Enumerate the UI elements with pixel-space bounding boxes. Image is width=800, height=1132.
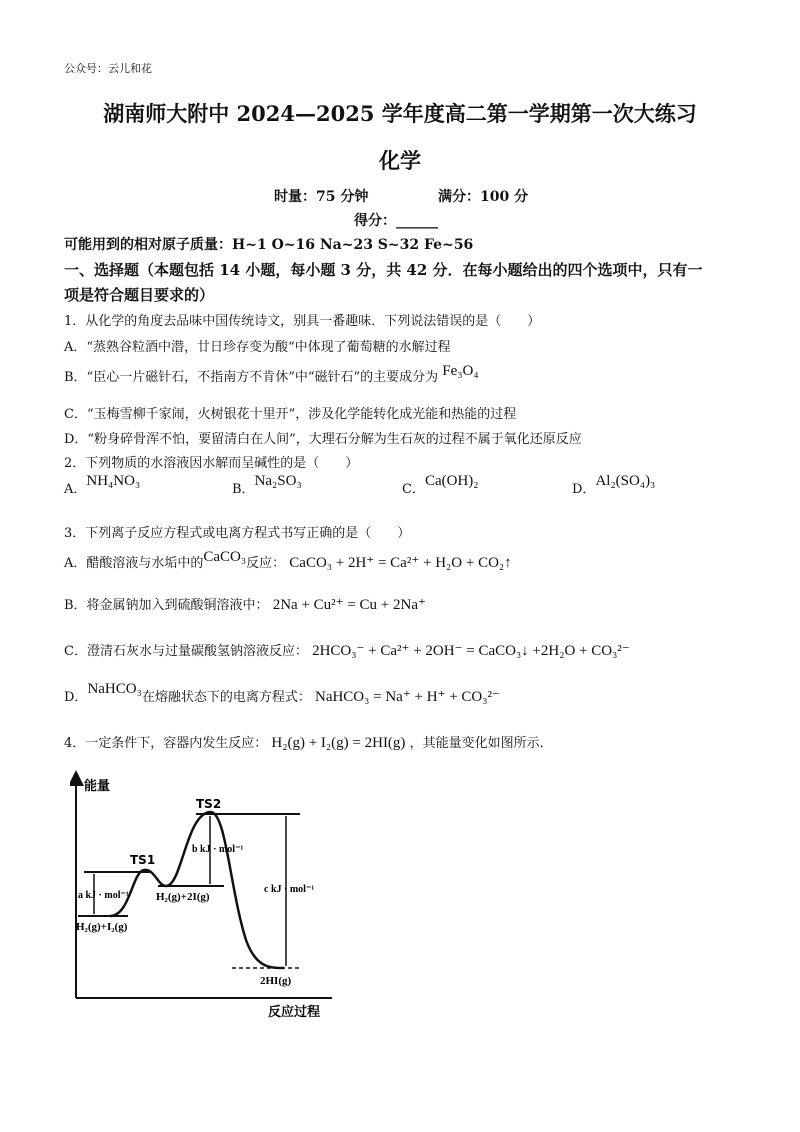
q3-option-d-formula: NaHCO₃ (87, 681, 142, 697)
q2-option-a-formula: NH₄NO₃ (86, 473, 141, 489)
reactant-label: H₂(g)+I₂(g) (76, 921, 128, 933)
watermark: 公众号：云儿和花 (64, 62, 152, 75)
q1-option-b-formula: Fe₃O₄ (442, 363, 479, 379)
exam-title: 湖南师大附中 2024—2025 学年度高二第一学期第一次大练习 (103, 101, 697, 126)
section-heading-line1: 一、选择题（本题包括 14 小题，每小题 3 分，共 42 分．在每小题给出的四个选项中，只有一 (64, 261, 703, 279)
energy-diagram-svg (70, 770, 340, 1020)
q3-option-a (64, 549, 512, 572)
ts1-label: TS1 (130, 853, 156, 867)
q2-option-a (64, 473, 141, 498)
section-heading-line2: 项是符合题目要求的） (64, 286, 215, 304)
q3-option-c-text: C．澄清石灰水与过量碳酸氢钠溶液反应： (64, 644, 308, 659)
q3-option-a-text2: 反应： (246, 556, 286, 571)
ts2-label: TS2 (196, 797, 222, 811)
q1-option-b (64, 363, 479, 386)
energy-diagram (70, 770, 340, 1024)
q3-option-b (64, 594, 426, 614)
q2-option-d-label: D． (572, 482, 596, 497)
q3-option-a-formula: CaCO₃ (203, 549, 247, 565)
x-axis-label: 反应过程 (268, 1005, 321, 1020)
q3-option-d (64, 681, 500, 706)
a-energy-label: a kJ · mol⁻¹ (78, 890, 129, 901)
b-energy-label: b kJ · mol⁻¹ (192, 844, 244, 855)
c-energy-label: c kJ · mol⁻¹ (264, 884, 315, 895)
q3-option-d-label: D． (64, 690, 88, 705)
q3-option-d-equation: NaHCO₃ = Na⁺ + H⁺ + CO₃²⁻ (314, 689, 500, 705)
q1-option-a: A．“蒸熟谷粒酒中潜，廿日珍存变为酸“中体现了葡萄糖的水解过程 (64, 340, 451, 355)
full-score: 满分：100 分 (438, 189, 529, 205)
score-field: 得分：______ (354, 213, 438, 229)
q2-option-d (572, 473, 656, 498)
q4-text2: ，其能量变化如图所示． (409, 736, 553, 751)
q3-option-d-text: 在熔融状态下的电离方程式： (141, 690, 311, 705)
q1-option-b-text: B．“臣心一片磁针石，不指南方不肯休”中“磁针石”的主要成分为 (64, 370, 439, 385)
q1-stem: 1．从化学的角度去品味中国传统诗文，别具一番趣味．下列说法错误的是（ ） (64, 314, 541, 329)
q3-option-a-text: A．醋酸溶液与水垢中的 (64, 556, 204, 571)
product-label: 2HI(g) (260, 975, 292, 987)
q2-option-b-formula: Na₂SO₃ (254, 473, 302, 489)
q3-option-a-equation: CaCO₃ + 2H⁺ = Ca²⁺ + H₂O + CO₂↑ (289, 555, 512, 571)
subject-title: 化学 (379, 148, 421, 173)
q1-option-d: D．“粉身碎骨浑不怕，要留清白在人间”，大理石分解为生石灰的过程不属于氧化还原反应 (64, 432, 582, 447)
q2-option-b-label: B． (232, 482, 255, 497)
q2-stem: 2．下列物质的水溶液因水解而呈碱性的是（ ） (64, 456, 359, 471)
q1-option-c: C．“玉梅雪柳千家闹，火树银花十里开”，涉及化学能转化成光能和热能的过程 (64, 407, 517, 422)
q4-equation: H₂(g) + I₂(g) = 2HI(g) (271, 735, 406, 751)
q2-option-c-formula: Ca(OH)₂ (424, 473, 479, 489)
q2-option-b (232, 473, 302, 498)
q3-option-b-text: B．将金属钠加入到硫酸铜溶液中： (64, 598, 269, 613)
q3-option-c-equation: 2HCO₃⁻ + Ca²⁺ + 2OH⁻ = CaCO₃↓ +2H₂O + CO₃²⁻ (312, 643, 630, 659)
q3-option-c (64, 640, 630, 660)
q4-stem (64, 732, 553, 752)
q2-option-d-formula: Al₂(SO₄)₃ (595, 473, 656, 489)
y-axis-label: 能量 (84, 779, 111, 794)
intermediate-label: H₂(g)+2I(g) (156, 891, 210, 903)
q3-option-b-equation: 2Na + Cu²⁺ = Cu + 2Na⁺ (272, 597, 426, 613)
q2-option-c (402, 473, 479, 498)
q2-option-c-label: C． (402, 482, 425, 497)
atomic-masses: 可能用到的相对原子质量：H~1 O~16 Na~23 S~32 Fe~56 (64, 237, 474, 253)
q2-option-a-label: A． (64, 482, 87, 497)
q4-text: 4．一定条件下，容器内发生反应： (64, 736, 268, 751)
q3-stem: 3．下列离子反应方程式或电离方程式书写正确的是（ ） (64, 526, 411, 541)
reaction-path (110, 812, 284, 968)
time-limit: 时量：75 分钟 (274, 189, 369, 205)
